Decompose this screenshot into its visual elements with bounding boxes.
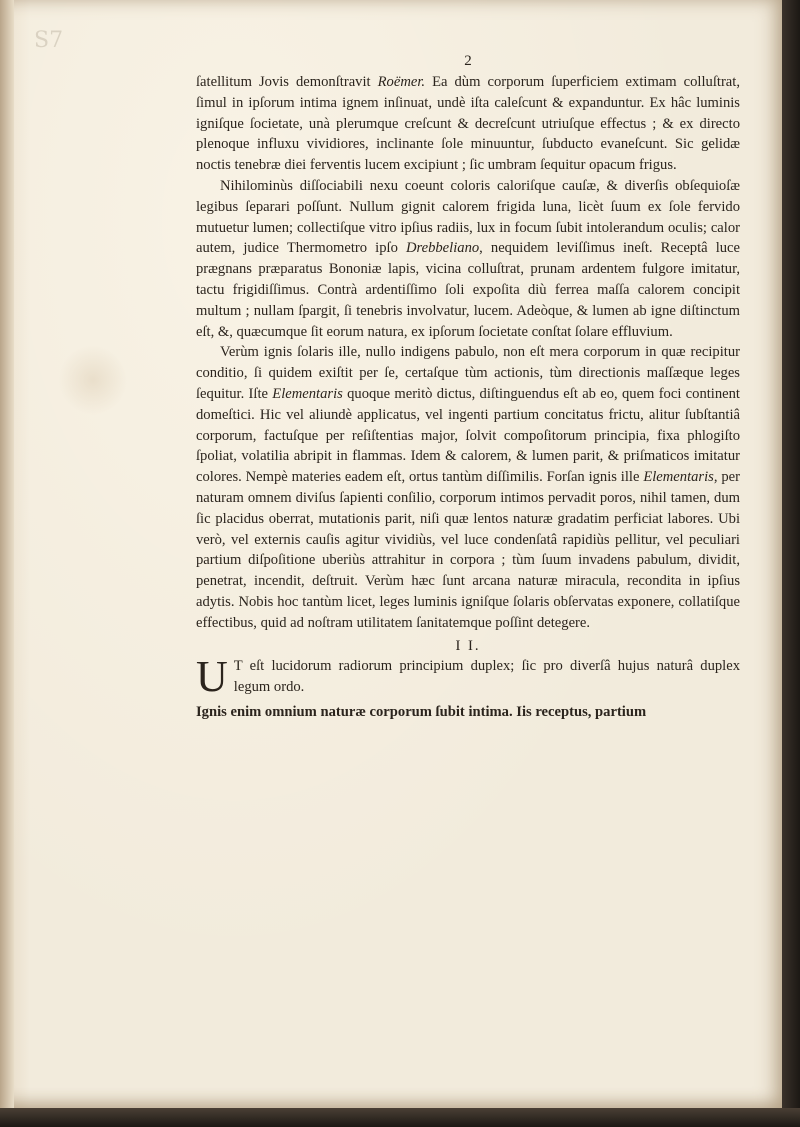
term-elementaris-1: Elementaris [272, 385, 343, 402]
term-elementaris-2: Elementaris [643, 469, 714, 486]
drop-cap-initial: U [196, 652, 228, 702]
final-line: Ignis enim omnium naturæ corporum ſubit intima. Iis receptus, partium [196, 703, 647, 720]
paragraph-3-middle: quoque meritò dictus, diſtinguendus eſt ab eo, quem foci continent domeſtici. Hic vel aliundè applicatus, vel ingenti partium concitatus frictu, alitur ſubſtantiâ corporum, factuſque per reſiſtentias major, ſolvit compoſitorum principia, fixa phlogiſto ſpoliat, volatilia abripit in flammas. Idem & calorem, & lumen parit, & priſmaticos imitatur colores. Nempè materies eadem eſt, ortus tantùm diſſimilis. Forſan ignis ille [196, 385, 740, 486]
paragraph-1-lead: ſatellitum Jovis demonſtravit [196, 74, 378, 90]
term-drebbeliano: Drebbeliano [405, 240, 480, 257]
paragraph-1 [196, 72, 740, 176]
binding-shadow [0, 0, 14, 1108]
author-name-roemer: Roëmer. [377, 74, 426, 90]
paragraph-2 [196, 176, 740, 342]
dropcap-paragraph-text: T eſt lucidorum radiorum principium duplex; ſic pro diverſâ hujus naturâ duplex legum ordo. [233, 658, 740, 696]
paragraph-2-rest: , nequidem leviſſimus ineſt. Receptâ luce prægnans præparatus Bononiæ lapis, vicina colluſtrat, prunam ardentem fulgore imitatur, tactu frigidiſſimus. Contrà ardentiſſimo ſoli expoſita diù ferrea maſſa calorem concipit multum ; nullam ſpargit, ſi tenebris involvatur, lucem. Adeòque, & lumen ab igne diſtinctum eſt, &, quæcumque ſit eorum natura, ex ipſorum ſocietate conſtat ſolare effluvium. [196, 240, 741, 340]
dropcap-paragraph [196, 652, 740, 702]
page-number: 2 [464, 53, 472, 69]
paper-stain [58, 345, 128, 415]
section-heading: I I. [455, 637, 481, 654]
text-block [196, 52, 740, 723]
page-edge-right [782, 0, 800, 1127]
paragraph-3 [196, 342, 740, 633]
paragraph-3-rest: , per naturam omnem diviſus ſapienti conſilio, corporum intimos pervadit poros, nihil tamen, dum ſic placidus oberrat, mutationis parit, niſi quæ lentos naturæ gradatim perficiat labores. Ubi verò, vel externis cauſis agitur vividiùs, vel luce condenſatâ rapidiùs pellitur, vel peculiari partium diſpoſitione uberiùs attrahitur in corpora ; tùm ſuum invadens pabulum, dividit, penetrat, incendit, deſtruit. Verùm hæc ſunt arcana naturæ miracula, recondita in ipſius adytis. Nobis hoc tantùm licet, leges luminis igniſque ſolaris obſervatas exponere, collatiſque effectibus, quid ad noſtram utilitatem ſanitatemque poſſint detegere. [196, 469, 740, 631]
paragraph-1-rest: Ea dùm corporum ſuperficiem extimam colluſtrat, ſimul in ipſorum intima ignem inſinuat, undè iſta caleſcunt & expanduntur. Ex hâc luminis igniſque ſocietate, unà plerumque creſcunt & decreſcunt utriuſque effectus ; & ex directo plenoque influxu vividiores, inclinante ſole minuuntur, ſubducto evaneſcunt. Sic gelidæ noctis tenebræ diei ferventis lucem excipiunt ; ſic umbram ſequitur opacum frigus. [196, 74, 740, 174]
paragraph-2-lead: Nihilominùs diſſociabili nexu coeunt coloris caloriſque cauſæ, & diverſis obſequioſæ legibus ſeparari poſſunt. Nullum gignit calorem frigida luna, licèt ſuum ex ſole fervido mutuetur lumen; collectiſque vitro ipſius radiis, lux in focum ſubit intolerandum oculis; calor autem, judice Thermometro ipſo [196, 177, 740, 257]
margin-pencil-mark: S7 [34, 28, 64, 53]
page-edge-bottom [0, 1108, 800, 1127]
paragraph-3-lead: Verùm ignis ſolaris ille, nullo indigens pabulo, non eſt mera corporum in quæ recipitur conditio, ſi quidem exiſtit per ſe, certaſque tùm actionis, tùm directionis maſſæque leges ſequitur. Iſte [196, 344, 740, 402]
